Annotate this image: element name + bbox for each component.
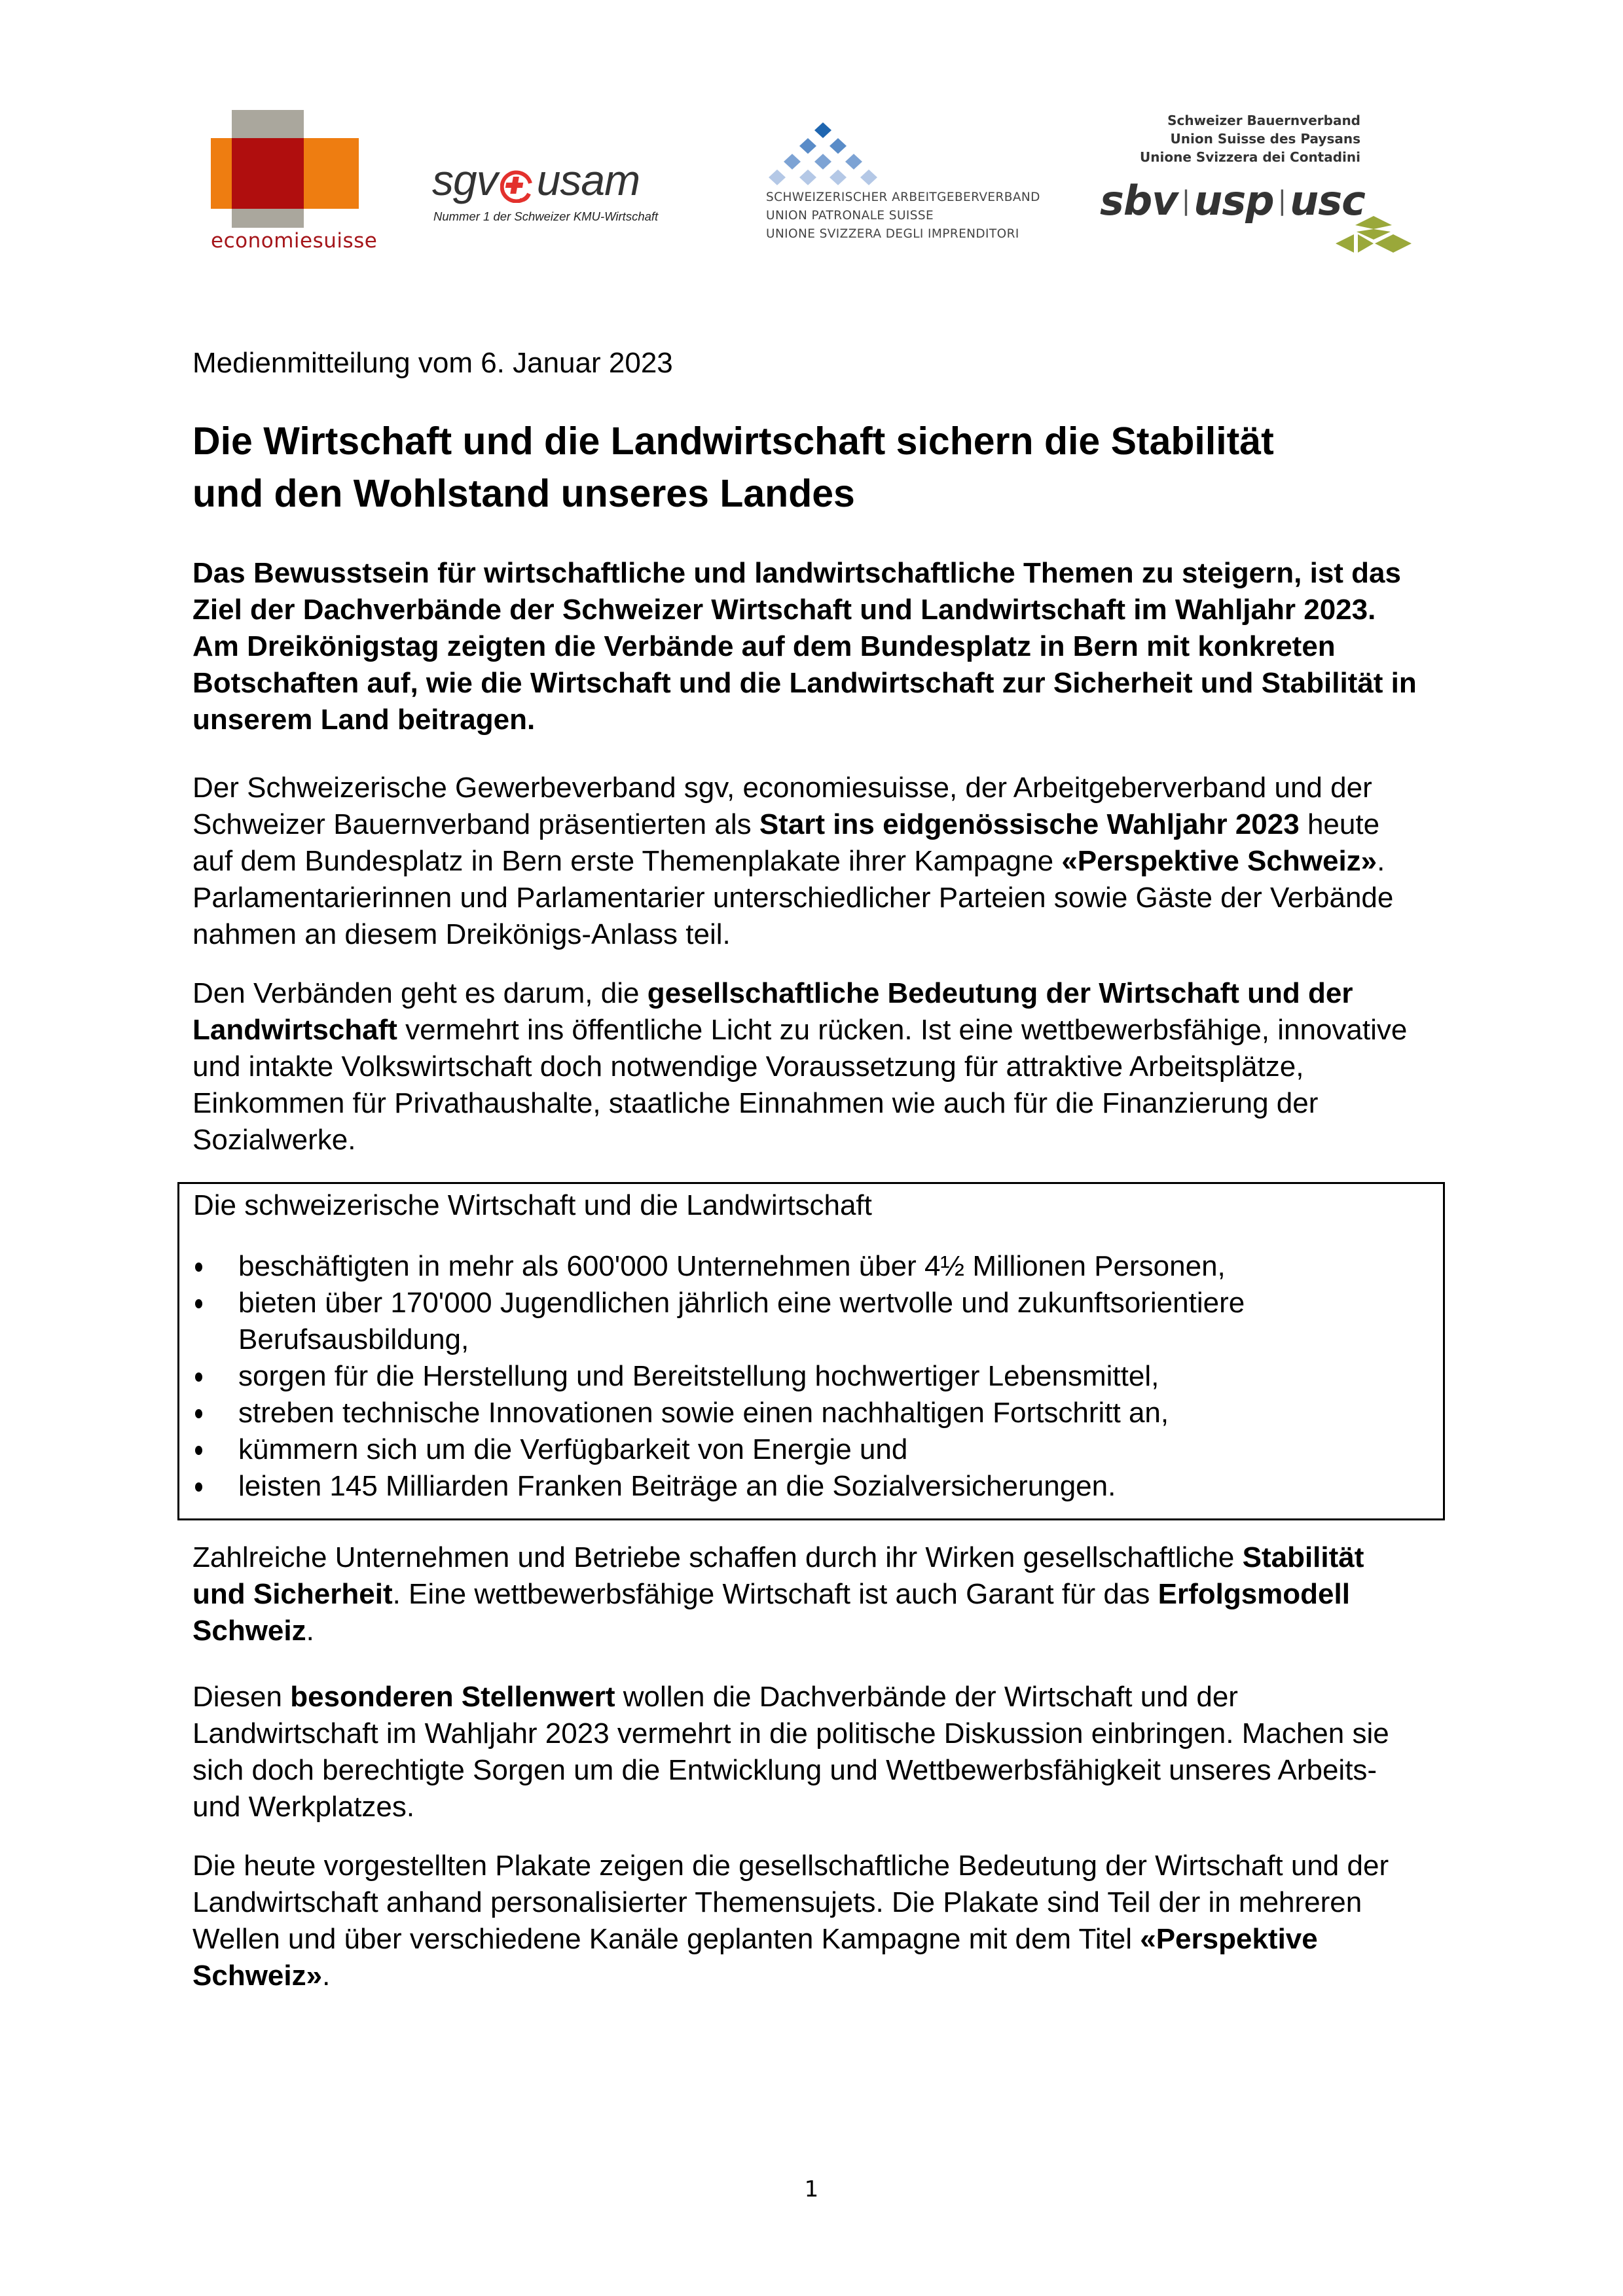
text: . [322, 1960, 331, 1992]
logo-red-square [232, 138, 304, 209]
list-item [193, 1468, 1424, 1505]
text: wollen die Dachverbände der Wirtschaft und der Landwirtschaft im Wahljahr 2023 vermehrt in die politische Diskussion einbringen. Machen sie sich doch berechtigte Sorgen um die Entwicklung und Wettbewerbsfähigkeit unseres Arbeits- und Werkplatzes. [192, 1681, 1389, 1823]
paragraph-2 [192, 975, 1423, 1158]
text: Zahlreiche Unternehmen und Betriebe schaffen durch ihr Wirken gesellschaftliche [192, 1541, 1243, 1573]
sbv-abbrev: sbv [1100, 177, 1178, 224]
list-item [193, 1395, 1424, 1431]
green-diamond-mark-icon [1334, 215, 1413, 255]
bold-text: Stabilität und Sicherheit [192, 1541, 1364, 1610]
sbv-usp-usc-wordmark [1100, 177, 1365, 224]
arbeitgeberverband-logo [766, 115, 1080, 252]
list-item [193, 1285, 1424, 1358]
list-item-text: sorgen für die Herstellung und Bereitstellung hochwertiger Lebensmittel, [238, 1360, 1159, 1392]
swiss-cross-at-icon [500, 163, 534, 197]
sav-line-it: UNIONE SVIZZERA DEGLI IMPRENDITORI [766, 227, 1019, 241]
list-item [193, 1358, 1424, 1395]
text: . [306, 1615, 314, 1647]
text: vermehrt ins öffentliche Licht zu rücken. Ist eine wettbewerbsfähige, innovative und intakte Volkswirtschaft doch notwendige Voraussetzung für attraktive Arbeitsplätze, Einkommen für Privathaushalte, staatliche Einnahmen wie auch für die Finanzierung der Sozialwerke. [192, 1014, 1408, 1156]
facts-list [193, 1248, 1424, 1505]
page-title [192, 415, 1436, 520]
bold-text: «Perspektive Schweiz» [1061, 845, 1377, 877]
lead-paragraph: Das Bewusstsein für wirtschaftliche und landwirtschaftliche Themen zu steigern, ist das Ziel der Dachverbände der Schweizer Wirtschaft und Landwirtschaft im Wahljahr 2023. Am Dreikönigstag zeigten die Verbände auf dem Bundesplatz in Bern mit konkreten Botschaften auf, wie die Wirtschaft und die Landwirtschaft zur Sicherheit und Stabilität in unserem Land beitragen. [192, 557, 1417, 736]
sgv-text: sgv [432, 156, 498, 204]
sgv-tagline: Nummer 1 der Schweizer KMU-Wirtschaft [433, 209, 659, 223]
usp-abbrev: usp [1194, 177, 1274, 224]
paragraph-3 [192, 1539, 1423, 1649]
economiesuisse-wordmark: economiesuisse [211, 229, 378, 253]
list-item [193, 1431, 1424, 1468]
separator: | [1277, 186, 1286, 216]
text: . Eine wettbewerbsfähige Wirtschaft ist auch Garant für das [392, 1578, 1158, 1610]
facts-box-heading: Die schweizerische Wirtschaft und die Landwirtschaft [193, 1189, 872, 1221]
paragraph-5 [192, 1848, 1423, 1994]
list-item-text: streben technische Innovationen sowie einen nachhaltigen Fortschritt an, [238, 1397, 1169, 1429]
text: Die heute vorgestellten Plakate zeigen die gesellschaftliche Bedeutung der Wirtschaft und der Landwirtschaft anhand personalisierter Themensujets. Die Plakate sind Teil der in mehreren Wellen und über verschiedene Kanäle geplanten Kampagne mit dem Titel [192, 1850, 1389, 1955]
dateline: Medienmitteilung vom 6. Januar 2023 [192, 347, 673, 379]
bold-text: Start ins eidgenössische Wahljahr 2023 [759, 808, 1300, 840]
bold-text: «Perspektive Schweiz» [192, 1923, 1318, 1992]
text: Der Schweizerische Gewerbeverband sgv, economiesuisse, der Arbeitgeberverband und der Schweizer Bauernverband präsentierten als [192, 772, 1372, 840]
sgv-usam-logo [432, 157, 694, 236]
sbv-line-it: Unione Svizzera dei Contadini [1140, 149, 1360, 165]
text: Den Verbänden geht es darum, die [192, 977, 647, 1009]
bold-text: besonderen Stellenwert [290, 1681, 615, 1713]
usc-abbrev: usc [1290, 177, 1365, 224]
bold-text: gesellschaftliche Bedeutung der Wirtschaft und der Landwirtschaft [192, 977, 1353, 1046]
sbv-line-de: Schweizer Bauernverband [1167, 113, 1360, 128]
economiesuisse-logo [211, 110, 378, 255]
bold-text: Erfolgsmodell Schweiz [192, 1578, 1350, 1647]
title-line-2: und den Wohlstand unseres Landes [192, 472, 855, 515]
list-item [193, 1248, 1424, 1285]
usam-text: usam [536, 156, 640, 204]
sav-line-de: SCHWEIZERISCHER ARBEITGEBERVERBAND [766, 190, 1040, 204]
paragraph-4 [192, 1679, 1423, 1825]
sbv-line-fr: Union Suisse des Paysans [1170, 131, 1360, 147]
list-item-text: beschäftigten in mehr als 600'000 Unternehmen über 4½ Millionen Personen, [238, 1250, 1226, 1282]
paragraph-1 [192, 770, 1423, 953]
title-line-1: Die Wirtschaft und die Landwirtschaft sichern die Stabilität [192, 420, 1274, 463]
list-item-text: bieten über 170'000 Jugendlichen jährlich eine wertvolle und zukunftsorientiere Berufsausbildung, [238, 1287, 1245, 1355]
diamond-pyramid-icon [766, 115, 897, 193]
separator: | [1181, 186, 1190, 216]
text: Diesen [192, 1681, 291, 1713]
list-item-text: leisten 145 Milliarden Franken Beiträge an die Sozialversicherungen. [238, 1470, 1116, 1502]
facts-box [177, 1182, 1445, 1520]
bauernverband-logo [1100, 111, 1427, 255]
sav-line-fr: UNION PATRONALE SUISSE [766, 209, 934, 223]
text: heute auf dem Bundesplatz in Bern erste Themenplakate ihrer Kampagne [192, 808, 1380, 877]
page-number: 1 [804, 2176, 819, 2202]
list-item-text: kümmern sich um die Verfügbarkeit von Energie und [238, 1433, 908, 1465]
text: . Parlamentarierinnen und Parlamentarier unterschiedlicher Parteien sowie Gäste der Verbände nahmen an diesem Dreikönigs-Anlass teil. [192, 845, 1394, 950]
sgv-wordmark [432, 157, 640, 203]
